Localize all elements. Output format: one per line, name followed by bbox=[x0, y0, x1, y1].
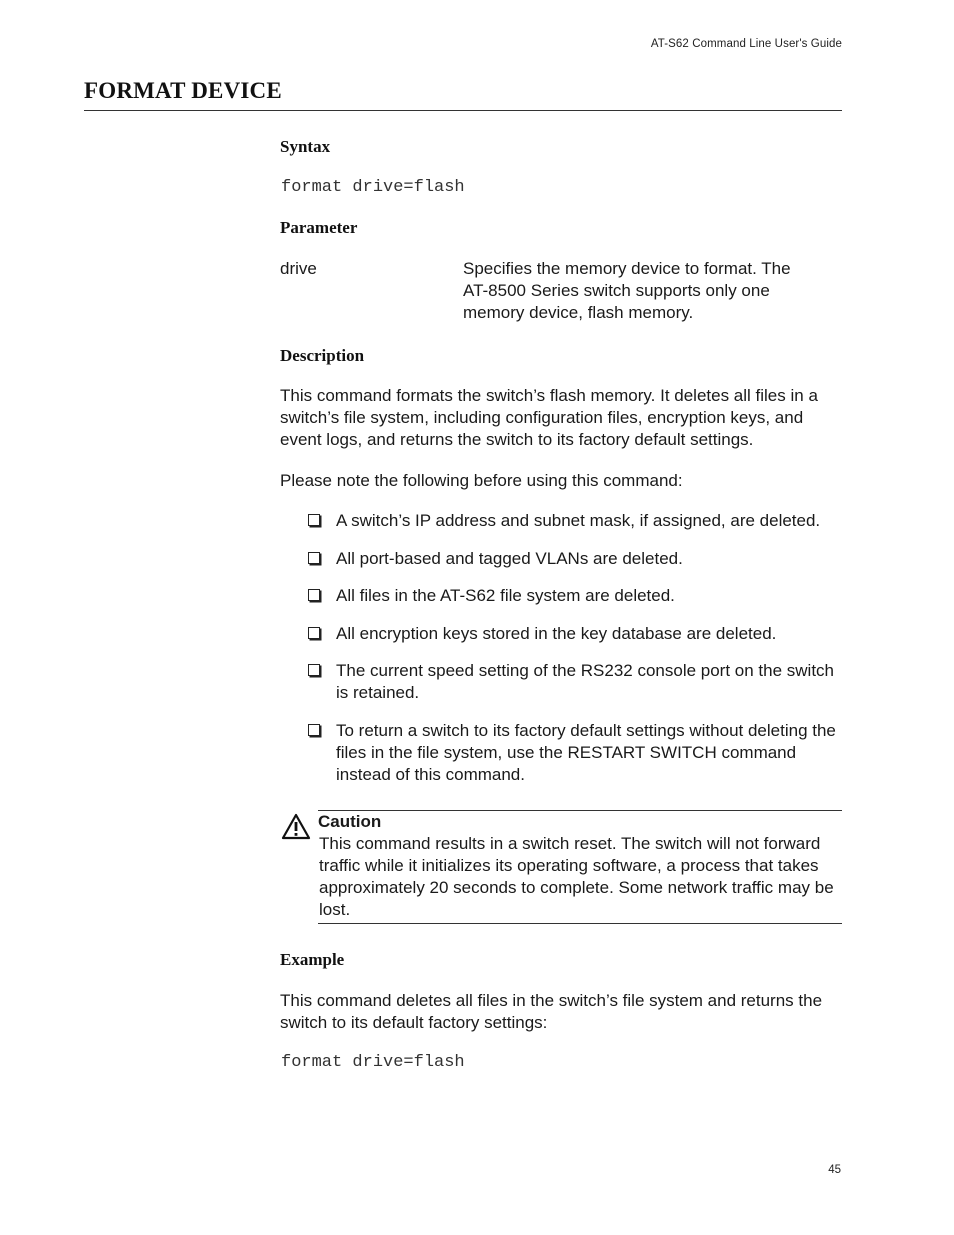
list-item: All encryption keys stored in the key database are deleted. bbox=[306, 623, 846, 645]
note-list bbox=[306, 510, 846, 801]
caution-text: This command results in a switch reset. The switch will not forward traffic while it initializes its operating software, a process that takes approximately 20 seconds to complete. Some network traffic may be lost. bbox=[319, 834, 834, 919]
example-code: format drive=flash bbox=[281, 1053, 465, 1072]
warning-triangle-icon bbox=[281, 813, 311, 840]
syntax-heading: Syntax bbox=[280, 137, 331, 156]
checkbox-bullet-icon bbox=[308, 627, 320, 639]
example-text: This command deletes all files in the switch’s file system and returns the switch to its default factory settings: bbox=[280, 991, 823, 1032]
title-divider bbox=[84, 110, 842, 111]
checkbox-bullet-icon bbox=[308, 552, 320, 564]
page-title: FORMAT DEVICE bbox=[84, 78, 282, 103]
parameter-heading: Parameter bbox=[280, 218, 358, 237]
description-paragraph: This command formats the switch’s flash memory. It deletes all files in a switch’s file system, including configuration files, encryption keys, and event logs, and returns the switch to its factory default settings. bbox=[280, 386, 818, 449]
syntax-code: format drive=flash bbox=[281, 178, 465, 197]
list-item: All files in the AT-S62 file system are deleted. bbox=[306, 585, 846, 607]
caution-top-rule bbox=[318, 810, 842, 811]
checkbox-bullet-icon bbox=[308, 724, 320, 736]
example-heading: Example bbox=[280, 950, 345, 969]
page-number: 45 bbox=[828, 1164, 841, 1176]
parameter-name: drive bbox=[280, 259, 317, 278]
checkbox-bullet-icon bbox=[308, 589, 320, 601]
list-item: To return a switch to its factory default settings without deleting the files in the file system, use the RESTART SWITCH command instead of this command. bbox=[306, 720, 846, 786]
caution-bottom-rule bbox=[318, 923, 842, 924]
running-header: AT-S62 Command Line User's Guide bbox=[650, 38, 842, 50]
note-intro: Please note the following before using this command: bbox=[280, 471, 683, 490]
caution-label: Caution bbox=[318, 812, 382, 831]
parameter-description: Specifies the memory device to format. The AT-8500 Series switch supports only one memory device, flash memory. bbox=[463, 259, 791, 322]
description-heading: Description bbox=[280, 346, 365, 365]
list-item: A switch’s IP address and subnet mask, if assigned, are deleted. bbox=[306, 510, 846, 532]
list-item: All port-based and tagged VLANs are deleted. bbox=[306, 548, 846, 570]
list-item: The current speed setting of the RS232 console port on the switch is retained. bbox=[306, 660, 846, 704]
checkbox-bullet-icon bbox=[308, 664, 320, 676]
checkbox-bullet-icon bbox=[308, 514, 320, 526]
